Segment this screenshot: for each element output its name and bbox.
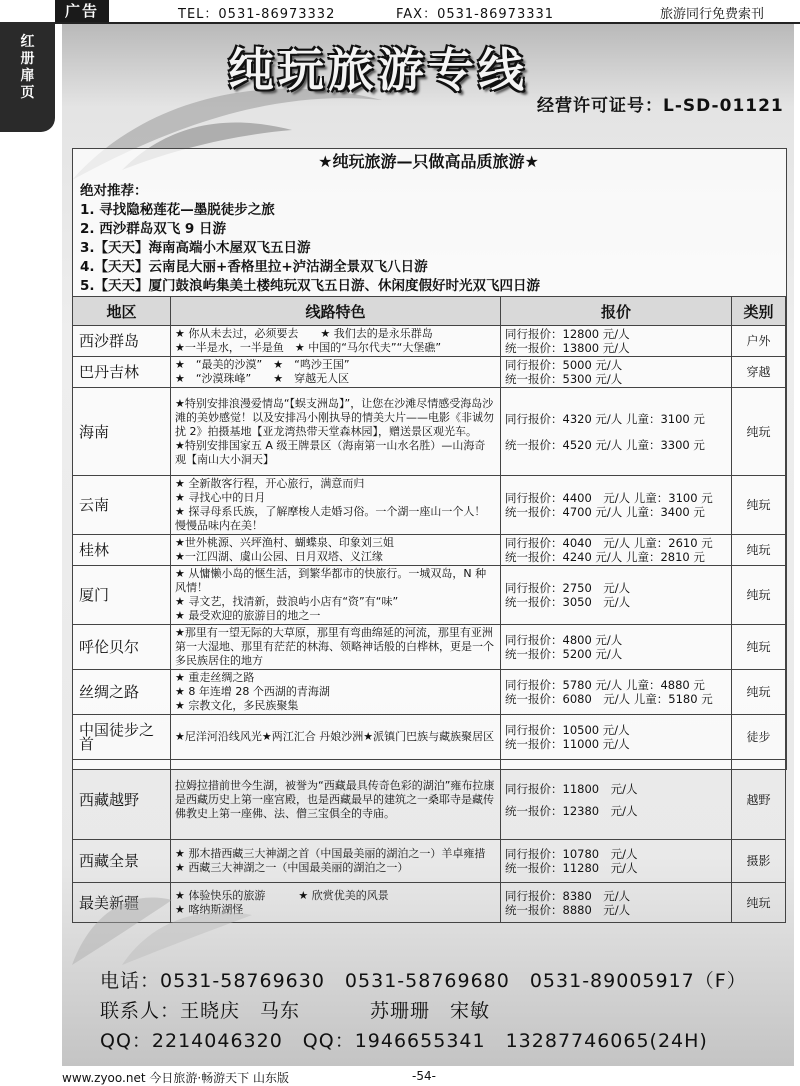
phone-line — [100, 966, 747, 996]
region-cell: 丝绸之路 — [73, 670, 171, 715]
feature-line: ★ 重走丝绸之路 — [175, 671, 255, 684]
table-row — [73, 326, 786, 357]
region-cell: 西藏全景 — [73, 840, 171, 883]
feature-line: ★ 喀纳斯湖怪 — [175, 902, 244, 916]
price-line: 同行报价：11800 元/人 — [505, 781, 638, 796]
region-cell: 最美新疆 — [73, 883, 171, 923]
footer-site: www.zyoo.net 今日旅游·畅游天下 山东版 — [62, 1071, 289, 1085]
feature-line: ★ 体验快乐的旅游 ★ 欣赏优美的风景 — [175, 888, 389, 902]
price-line: 同行报价：10780 元/人 — [505, 847, 638, 861]
price-cell — [501, 566, 732, 625]
features-cell — [171, 326, 501, 357]
price-line: 统一报价：5300 元/人 — [505, 372, 623, 386]
table-row — [73, 840, 786, 883]
feature-line: ★ 8 年连增 28 个西湖的青海湖 — [175, 685, 330, 698]
person-label: 联系人： — [100, 1000, 181, 1022]
price-line: 统一报价：3050 元/人 — [505, 595, 631, 609]
price-line: 统一报价：4700 元/人 儿童：3400 元 — [505, 505, 705, 519]
page-number: -54- — [412, 1069, 436, 1083]
feature-line: ★ 那木措西藏三大神湖之首（中国最美丽的湖泊之一）羊卓雍措 — [175, 847, 486, 860]
price-cell — [501, 715, 732, 760]
features-cell — [171, 670, 501, 715]
category-cell: 纯玩 — [732, 625, 786, 670]
price-line: 同行报价：4800 元/人 — [505, 633, 623, 647]
feature-line: ★尼洋河沿线风光★两江汇合 丹娘沙洲★派镇门巴族与藏族聚居区 — [175, 730, 495, 743]
region-cell: 西藏越野 — [73, 760, 171, 840]
feature-line: ★一半是水，一半是鱼 ★ 中国的“马尔代夫”“大堡礁” — [175, 341, 442, 354]
table-header-row — [73, 297, 786, 326]
side-tab — [0, 22, 55, 132]
feature-line: 拉姆拉措前世今生湖，被誉为“西藏最具传奇色彩的湖泊”雍布拉康是西藏历史上第一座宫殿，也是西藏最早的建筑之一桑耶寺是藏传佛教史上第一座佛、法、僧三宝俱全的寺庙。 — [175, 778, 495, 820]
price-cell — [501, 840, 732, 883]
recommend-item: 4.【天天】云南昆大丽+香格里拉+泸沽湖全景双飞八日游 — [80, 259, 428, 275]
region-cell: 巴丹吉林 — [73, 357, 171, 388]
features-cell — [171, 625, 501, 670]
persons-group-2: 苏珊珊 宋敏 — [370, 1000, 491, 1022]
region-cell: 呼伦贝尔 — [73, 625, 171, 670]
header-category: 类别 — [732, 297, 786, 326]
feature-line: ★ 全新散客行程，开心旅行，满意而归 — [175, 477, 365, 490]
slogan: ★纯玩旅游—只做高品质旅游★ — [318, 152, 539, 171]
price-cell — [501, 476, 732, 535]
region-cell: 海南 — [73, 388, 171, 476]
features-cell — [171, 760, 501, 840]
price-cell — [501, 883, 732, 923]
category-cell: 穿越 — [732, 357, 786, 388]
price-line: 同行报价：4400 元/人 儿童：3100 元 — [505, 491, 713, 505]
price-line: 统一报价：13800 元/人 — [505, 341, 630, 355]
route-table — [72, 296, 786, 923]
region-cell: 桂林 — [73, 535, 171, 566]
region-cell: 厦门 — [73, 566, 171, 625]
region-cell: 中国徒步之首 — [73, 715, 171, 760]
features-cell — [171, 840, 501, 883]
price-cell — [501, 326, 732, 357]
price-cell — [501, 388, 732, 476]
features-cell — [171, 388, 501, 476]
recommend-heading: 绝对推荐： — [80, 183, 148, 199]
features-cell — [171, 476, 501, 535]
price-line: 同行报价：12800 元/人 — [505, 327, 630, 341]
price-line: 统一报价：6080 元/人 儿童：5180 元 — [505, 692, 713, 706]
feature-line: ★ 寻找心中的日月 — [175, 491, 266, 504]
recommend-item: 5.【天天】厦门鼓浪屿集美土楼纯玩双飞五日游、休闲度假好时光双飞四日游 — [80, 278, 541, 294]
feature-line: ★世外桃源、兴坪渔村、蝴蝶泉、印象刘三姐 — [175, 536, 394, 549]
lotus-leaf-icon — [62, 880, 282, 970]
category-cell: 户外 — [732, 326, 786, 357]
feature-line: ★ 探寻母系氏族，了解摩梭人走婚习俗。一个湖一座山一个人！慢慢品味内在美！ — [175, 505, 486, 532]
table-row — [73, 715, 786, 760]
category-cell: 纯玩 — [732, 388, 786, 476]
table-row — [73, 476, 786, 535]
region-cell: 云南 — [73, 476, 171, 535]
features-cell — [171, 715, 501, 760]
feature-line: ★ “沙漠珠峰” ★ 穿越无人区 — [175, 372, 350, 385]
top-bar — [0, 0, 800, 24]
header-features: 线路特色 — [171, 297, 501, 326]
feature-line: ★ “最美的沙漠” ★ “鸣沙王国” — [175, 358, 350, 371]
price-line: 统一报价：11000 元/人 — [505, 737, 630, 751]
feature-line: ★ 宗教文化，多民族聚集 — [175, 699, 299, 712]
fax-number: FAX：0531-86973331 — [396, 7, 555, 22]
category-cell: 纯玩 — [732, 670, 786, 715]
table-row — [73, 388, 786, 476]
feature-line: ★特别安排国家五 A 级王牌景区（海南第一山水名胜）—山海奇观【南山大小洞天】 — [175, 438, 486, 466]
table-row — [73, 670, 786, 715]
price-line: 统一报价：5200 元/人 — [505, 647, 623, 661]
price-line: 统一报价：8880 元/人 — [505, 902, 631, 917]
price-line: 统一报价：4240 元/人 儿童：2810 元 — [505, 550, 705, 564]
category-cell: 纯玩 — [732, 566, 786, 625]
recommend-item: 3.【天天】海南高端小木屋双飞五日游 — [80, 240, 311, 256]
features-cell — [171, 357, 501, 388]
qq-line: QQ：2214046320 QQ：1946655341 13287746065(24H) — [100, 1030, 708, 1052]
price-line: 统一报价：11280 元/人 — [505, 861, 638, 875]
phone-label: 电话： — [100, 970, 161, 992]
category-cell: 纯玩 — [732, 535, 786, 566]
contact-block — [100, 966, 747, 1056]
license-number: 经营许可证号：L-SD-01121 — [537, 96, 784, 116]
feature-line: ★那里有一望无际的大草原，那里有弯曲绵延的河流，那里有亚洲第一大湿地、那里有茫茫的林海、领略神话般的白桦林，更是一个多民族居住的地方 — [175, 626, 494, 667]
feature-line: ★一江四湖、虞山公园、日月双塔、义江缘 — [175, 550, 383, 563]
price-line: 同行报价：5000 元/人 — [505, 358, 623, 372]
feature-line: ★ 西藏三大神湖之一（中国最美丽的湖泊之一） — [175, 861, 409, 874]
price-cell — [501, 760, 732, 840]
feature-line: ★ 寻文艺，找清新，鼓浪屿小店有“资”有“味” — [175, 595, 399, 608]
table-row — [73, 566, 786, 625]
price-line: 同行报价：4040 元/人 儿童：2610 元 — [505, 536, 713, 550]
side-tab-label: 红册扉页 — [20, 34, 35, 101]
price-cell — [501, 625, 732, 670]
category-cell: 越野 — [732, 760, 786, 840]
category-cell: 徒步 — [732, 715, 786, 760]
table-row — [73, 535, 786, 566]
tel-number: TEL：0531-86973332 — [178, 7, 336, 22]
price-line: 同行报价：10500 元/人 — [505, 723, 630, 737]
category-cell: 纯玩 — [732, 883, 786, 923]
person-line — [100, 996, 747, 1026]
price-cell — [501, 670, 732, 715]
price-line: 同行报价：2750 元/人 — [505, 581, 631, 595]
feature-line: ★ 从慵懒小岛的惬生活，到繁华都市的快旅行。一城双岛，N 种风情！ — [175, 567, 487, 594]
index-note: 旅游同行免费索刊 — [660, 7, 765, 22]
recommend-list — [80, 182, 780, 296]
price-cell — [501, 357, 732, 388]
region-cell: 西沙群岛 — [73, 326, 171, 357]
page-title: 纯玩旅游专线 — [228, 43, 528, 97]
persons-group-1: 王晓庆 马东 — [180, 1000, 301, 1022]
feature-line: ★特别安排浪漫爱情岛“【蜈支洲岛】”，让您在沙滩尽情感受海岛沙滩的美妙感觉！以及安排冯小刚执导的情美大片——电影《非诚勿扰 2》拍摄基地【亚龙湾热带天堂森林园】，赠送景区观光车。 — [175, 396, 494, 438]
features-cell — [171, 535, 501, 566]
table-row — [73, 357, 786, 388]
category-cell: 摄影 — [732, 840, 786, 883]
price-line: 统一报价：4520 元/人 儿童：3300 元 — [505, 437, 705, 452]
feature-line: ★ 最受欢迎的旅游目的地之一 — [175, 609, 321, 622]
phone-numbers: 0531-58769630 0531-58769680 0531-89005917（F） — [160, 970, 747, 992]
table-row — [73, 625, 786, 670]
recommend-item: 1. 寻找隐秘莲花—墨脱徒步之旅 — [80, 202, 275, 218]
feature-line: ★ 你从未去过，必须要去 ★ 我们去的是永乐群岛 — [175, 327, 433, 340]
price-line: 统一报价：12380 元/人 — [505, 803, 638, 818]
price-cell — [501, 535, 732, 566]
features-cell — [171, 566, 501, 625]
recommend-item: 2. 西沙群岛双飞 9 日游 — [80, 221, 227, 237]
price-line: 同行报价：4320 元/人 儿童：3100 元 — [505, 411, 705, 426]
price-line: 同行报价：5780 元/人 儿童：4880 元 — [505, 678, 705, 692]
header-region: 地区 — [73, 297, 171, 326]
header-price: 报价 — [501, 297, 732, 326]
table-row — [73, 760, 786, 840]
price-line: 同行报价：8380 元/人 — [505, 888, 631, 903]
ad-label: 广告 — [55, 0, 109, 22]
category-cell: 纯玩 — [732, 476, 786, 535]
